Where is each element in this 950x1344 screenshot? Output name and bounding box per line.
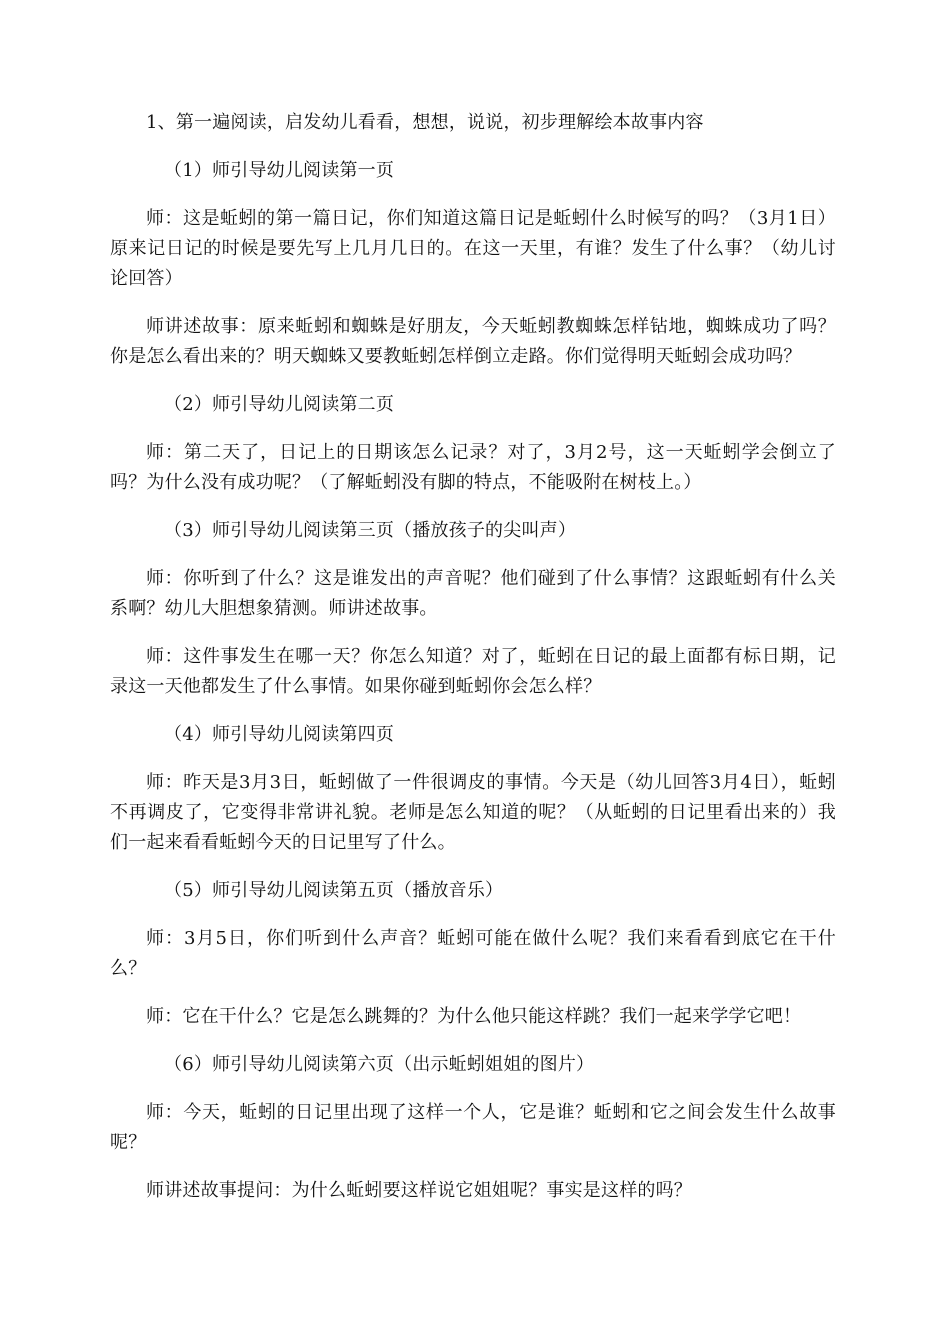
body-paragraph: 师：你听到了什么？这是谁发出的声音呢？他们碰到了什么事情？这跟蚯蚓有什么关系啊？幼儿大胆想象猜测。师讲述故事。 — [110, 568, 836, 619]
subsection-heading: （6）师引导幼儿阅读第六页（出示蚯蚓姐姐的图片） — [164, 1054, 595, 1075]
body-paragraph: 师：这是蚯蚓的第一篇日记，你们知道这篇日记是蚯蚓什么时候写的吗？（3月1日）原来记日记的时候是要先写上几月几日的。在这一天里，有谁？发生了什么事？（幼儿讨论回答） — [110, 208, 836, 289]
body-paragraph: 师讲述故事：原来蚯蚓和蜘蛛是好朋友，今天蚯蚓教蜘蛛怎样钻地，蜘蛛成功了吗？你是怎么看出来的？明天蜘蛛又要教蚯蚓怎样倒立走路。你们觉得明天蚯蚓会成功吗？ — [110, 316, 836, 367]
subsection-heading: （5）师引导幼儿阅读第五页（播放音乐） — [164, 880, 504, 901]
subsection-heading: （4）师引导幼儿阅读第四页 — [164, 724, 395, 745]
subsection-heading: （2）师引导幼儿阅读第二页 — [164, 394, 395, 415]
body-paragraph: 师讲述故事提问：为什么蚯蚓要这样说它姐姐呢？事实是这样的吗？ — [146, 1180, 692, 1201]
document-body — [110, 108, 836, 1224]
body-paragraph: 师：第二天了，日记上的日期该怎么记录？对了，3月2号，这一天蚯蚓学会倒立了吗？为什么没有成功呢？（了解蚯蚓没有脚的特点，不能吸附在树枝上。） — [110, 442, 836, 493]
section-heading: 1、第一遍阅读，启发幼儿看看，想想，说说，初步理解绘本故事内容 — [146, 112, 704, 133]
body-paragraph: 师：今天，蚯蚓的日记里出现了这样一个人，它是谁？蚯蚓和它之间会发生什么故事呢？ — [110, 1102, 836, 1153]
body-paragraph: 师：昨天是3月3日，蚯蚓做了一件很调皮的事情。今天是（幼儿回答3月4日），蚯蚓不再调皮了，它变得非常讲礼貌。老师是怎么知道的呢？（从蚯蚓的日记里看出来的）我们一起来看看蚯蚓今天的日记里写了什么。 — [110, 772, 836, 853]
subsection-heading: （3）师引导幼儿阅读第三页（播放孩子的尖叫声） — [164, 520, 577, 541]
body-paragraph: 师：它在干什么？它是怎么跳舞的？为什么他只能这样跳？我们一起来学学它吧！ — [146, 1006, 802, 1027]
body-paragraph: 师：这件事发生在哪一天？你怎么知道？对了，蚯蚓在日记的最上面都有标日期，记录这一天他都发生了什么事情。如果你碰到蚯蚓你会怎么样？ — [110, 646, 836, 697]
subsection-heading: （1）师引导幼儿阅读第一页 — [164, 160, 395, 181]
body-paragraph: 师：3月5日，你们听到什么声音？蚯蚓可能在做什么呢？我们来看看到底它在干什么？ — [110, 928, 836, 979]
